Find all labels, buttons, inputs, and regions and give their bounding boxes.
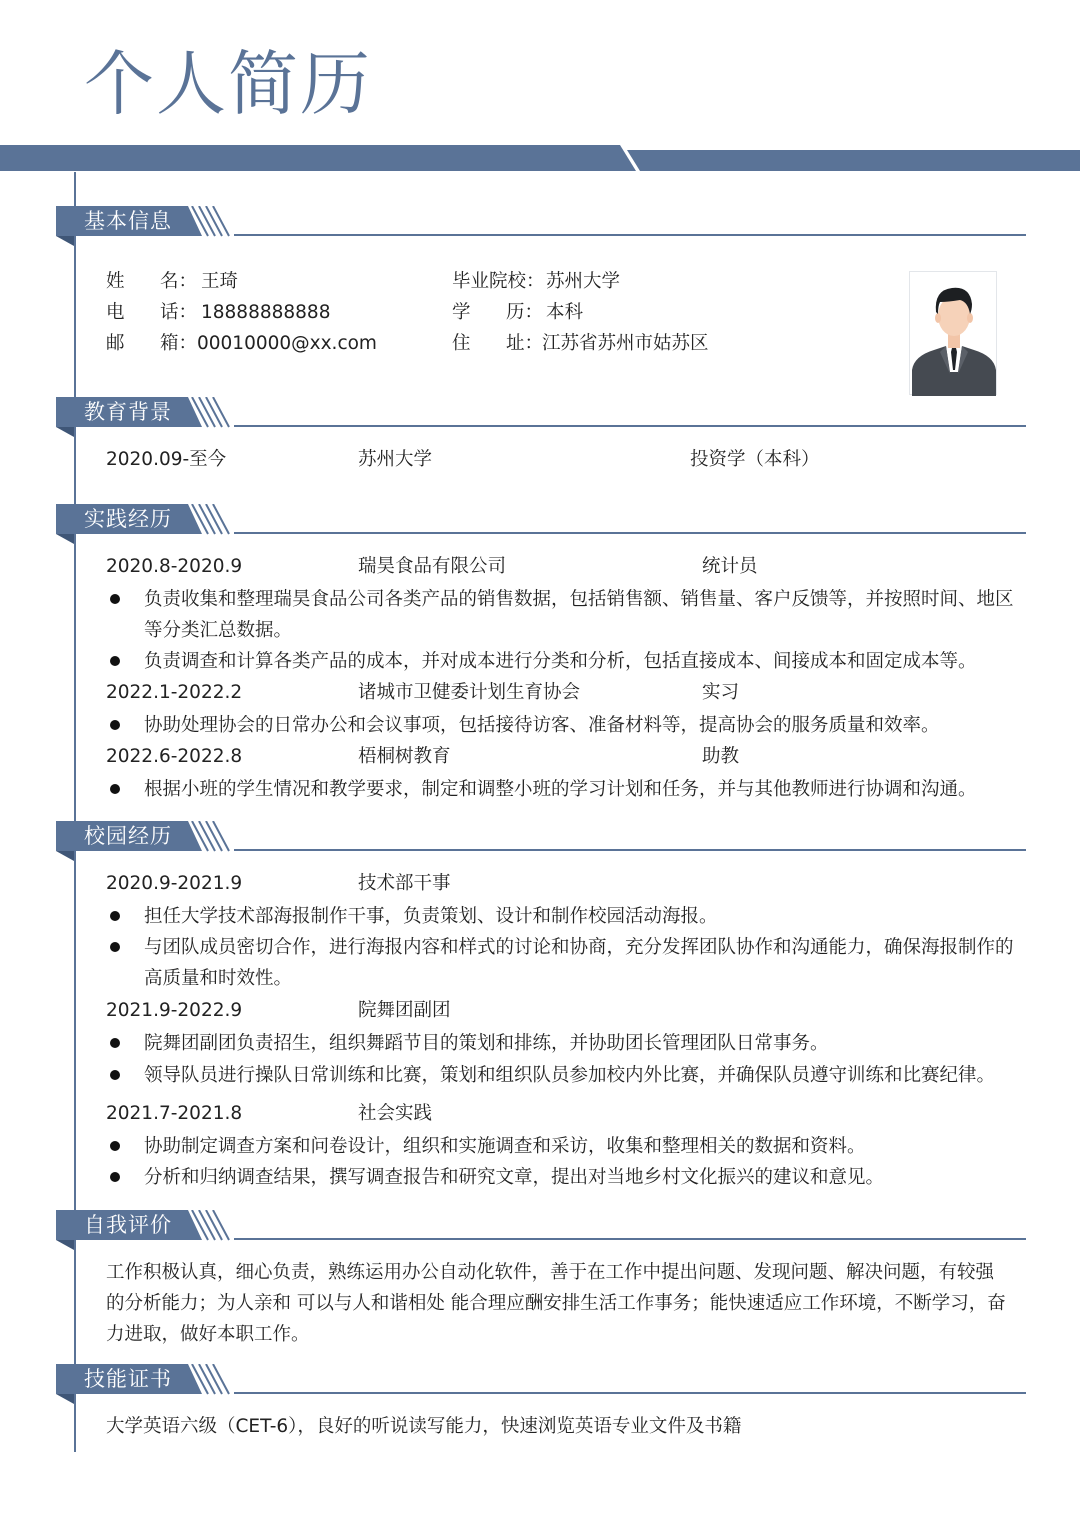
practice-bullet: 负责收集和整理瑞昊食品公司各类产品的销售数据，包括销售额、销售量、客户反馈等，并按照时间、地区等分类汇总数据。 xyxy=(144,589,1014,641)
section-title: 实践经历 xyxy=(84,507,172,531)
email-value: 00010000@xx.com xyxy=(197,333,377,354)
practice-org: 瑞昊食品有限公司 xyxy=(358,556,507,577)
timeline-line xyxy=(74,172,76,1452)
phone-value: 18888888888 xyxy=(201,302,331,323)
email-label-2: 箱： xyxy=(160,333,198,354)
degree-label-1: 学 xyxy=(452,302,471,323)
campus-bullet: 分析和归纳调查结果，撰写调查报告和研究文章，提出对当地乡村文化振兴的建议和意见。 xyxy=(144,1167,885,1188)
practice-org: 梧桐树教育 xyxy=(358,746,451,767)
practice-date: 2022.6-2022.8 xyxy=(106,746,243,767)
address-label-1: 住 xyxy=(452,333,471,354)
campus-date: 2021.7-2021.8 xyxy=(106,1103,243,1124)
section-title: 自我评价 xyxy=(84,1213,172,1237)
page-title: 个人简历 xyxy=(84,43,372,125)
section-title: 技能证书 xyxy=(84,1367,172,1391)
header-band xyxy=(0,145,1080,175)
section-title: 校园经历 xyxy=(84,824,172,848)
bullet-dot xyxy=(110,1172,120,1182)
practice-bullet: 根据小班的学生情况和教学要求，制定和调整小班的学习计划和任务，并与其他教师进行协调和沟通。 xyxy=(144,779,977,800)
practice-org: 诸城市卫健委计划生育协会 xyxy=(358,682,581,703)
practice-bullet: 负责调查和计算各类产品的成本，并对成本进行分类和分析，包括直接成本、间接成本和固定成本等。 xyxy=(144,651,977,672)
bullet-dot xyxy=(110,1038,120,1048)
campus-date: 2020.9-2021.9 xyxy=(106,873,243,894)
practice-date: 2020.8-2020.9 xyxy=(106,556,243,577)
bullet-dot xyxy=(110,784,120,794)
section-rule xyxy=(234,1238,1026,1240)
degree-label-2: 历： xyxy=(506,302,544,323)
campus-role: 社会实践 xyxy=(358,1103,433,1124)
profile-photo xyxy=(909,271,997,395)
school-value: 苏州大学 xyxy=(546,271,621,292)
phone-label-2: 话： xyxy=(160,302,198,323)
campus-role: 技术部干事 xyxy=(358,873,451,894)
skills-text: 大学英语六级（CET-6），良好的听说读写能力，快速浏览英语专业文件及书籍 xyxy=(106,1416,742,1437)
self-eval-text: 工作积极认真，细心负责，熟练运用办公自动化软件，善于在工作中提出问题、发现问题、解决问题，有较强的分析能力；为人亲和 可以与人和谐相处 能合理应酬安排生活工作事务；能快速适应工作环境，不断学习，奋力进取，做好本职工作。 xyxy=(106,1262,1006,1345)
bullet-dot xyxy=(110,720,120,730)
campus-bullet: 协助制定调查方案和问卷设计，组织和实施调查和采访，收集和整理相关的数据和资料。 xyxy=(144,1136,866,1157)
section-header-practice xyxy=(56,504,1026,544)
edu-major: 投资学（本科） xyxy=(690,449,820,470)
section-header-basic xyxy=(56,206,1026,246)
practice-role: 助教 xyxy=(702,746,740,767)
section-rule xyxy=(234,849,1026,851)
section-title: 基本信息 xyxy=(84,209,172,233)
campus-bullet: 院舞团副团负责招生，组织舞蹈节目的策划和排练，并协助团长管理团队日常事务。 xyxy=(144,1033,829,1054)
practice-role: 实习 xyxy=(702,682,740,703)
section-rule xyxy=(234,425,1026,427)
practice-role: 统计员 xyxy=(702,556,758,577)
section-rule xyxy=(234,234,1026,236)
bullet-dot xyxy=(110,911,120,921)
bullet-dot xyxy=(110,1070,120,1080)
campus-bullet: 与团队成员密切合作，进行海报内容和样式的讨论和协商，充分发挥团队协作和沟通能力，确保海报制作的高质量和时效性。 xyxy=(144,937,1014,989)
practice-date: 2022.1-2022.2 xyxy=(106,682,243,703)
section-rule xyxy=(234,532,1026,534)
campus-bullet: 领导队员进行操队日常训练和比赛，策划和组织队员参加校内外比赛，并确保队员遵守训练和比赛纪律。 xyxy=(144,1065,996,1086)
name-label-1: 姓 xyxy=(106,271,125,292)
bullet-dot xyxy=(110,1141,120,1151)
person-avatar-icon xyxy=(910,272,998,396)
campus-role: 院舞团副团 xyxy=(358,1000,451,1021)
email-label-1: 邮 xyxy=(106,333,125,354)
campus-bullet: 担任大学技术部海报制作干事，负责策划、设计和制作校园活动海报。 xyxy=(144,906,718,927)
bullet-dot xyxy=(110,942,120,952)
name-label-2: 名： xyxy=(160,271,198,292)
bullet-dot xyxy=(110,656,120,666)
practice-bullet: 协助处理协会的日常办公和会议事项，包括接待访客、准备材料等，提高协会的服务质量和效率。 xyxy=(144,715,940,736)
section-header-self-eval xyxy=(56,1210,1026,1250)
address-value: 江苏省苏州市姑苏区 xyxy=(542,333,709,354)
address-label-2: 址： xyxy=(506,333,544,354)
school-label: 毕业院校： xyxy=(452,271,545,292)
campus-date: 2021.9-2022.9 xyxy=(106,1000,243,1021)
section-rule xyxy=(234,1392,1026,1394)
edu-school: 苏州大学 xyxy=(358,449,433,470)
phone-label-1: 电 xyxy=(106,302,125,323)
name-value: 王琦 xyxy=(201,271,239,292)
degree-value: 本科 xyxy=(546,302,584,323)
section-header-education xyxy=(56,397,1026,437)
section-header-campus xyxy=(56,821,1026,861)
edu-date: 2020.09-至今 xyxy=(106,449,227,470)
section-title: 教育背景 xyxy=(84,400,172,424)
bullet-dot xyxy=(110,594,120,604)
section-header-skills xyxy=(56,1364,1026,1404)
